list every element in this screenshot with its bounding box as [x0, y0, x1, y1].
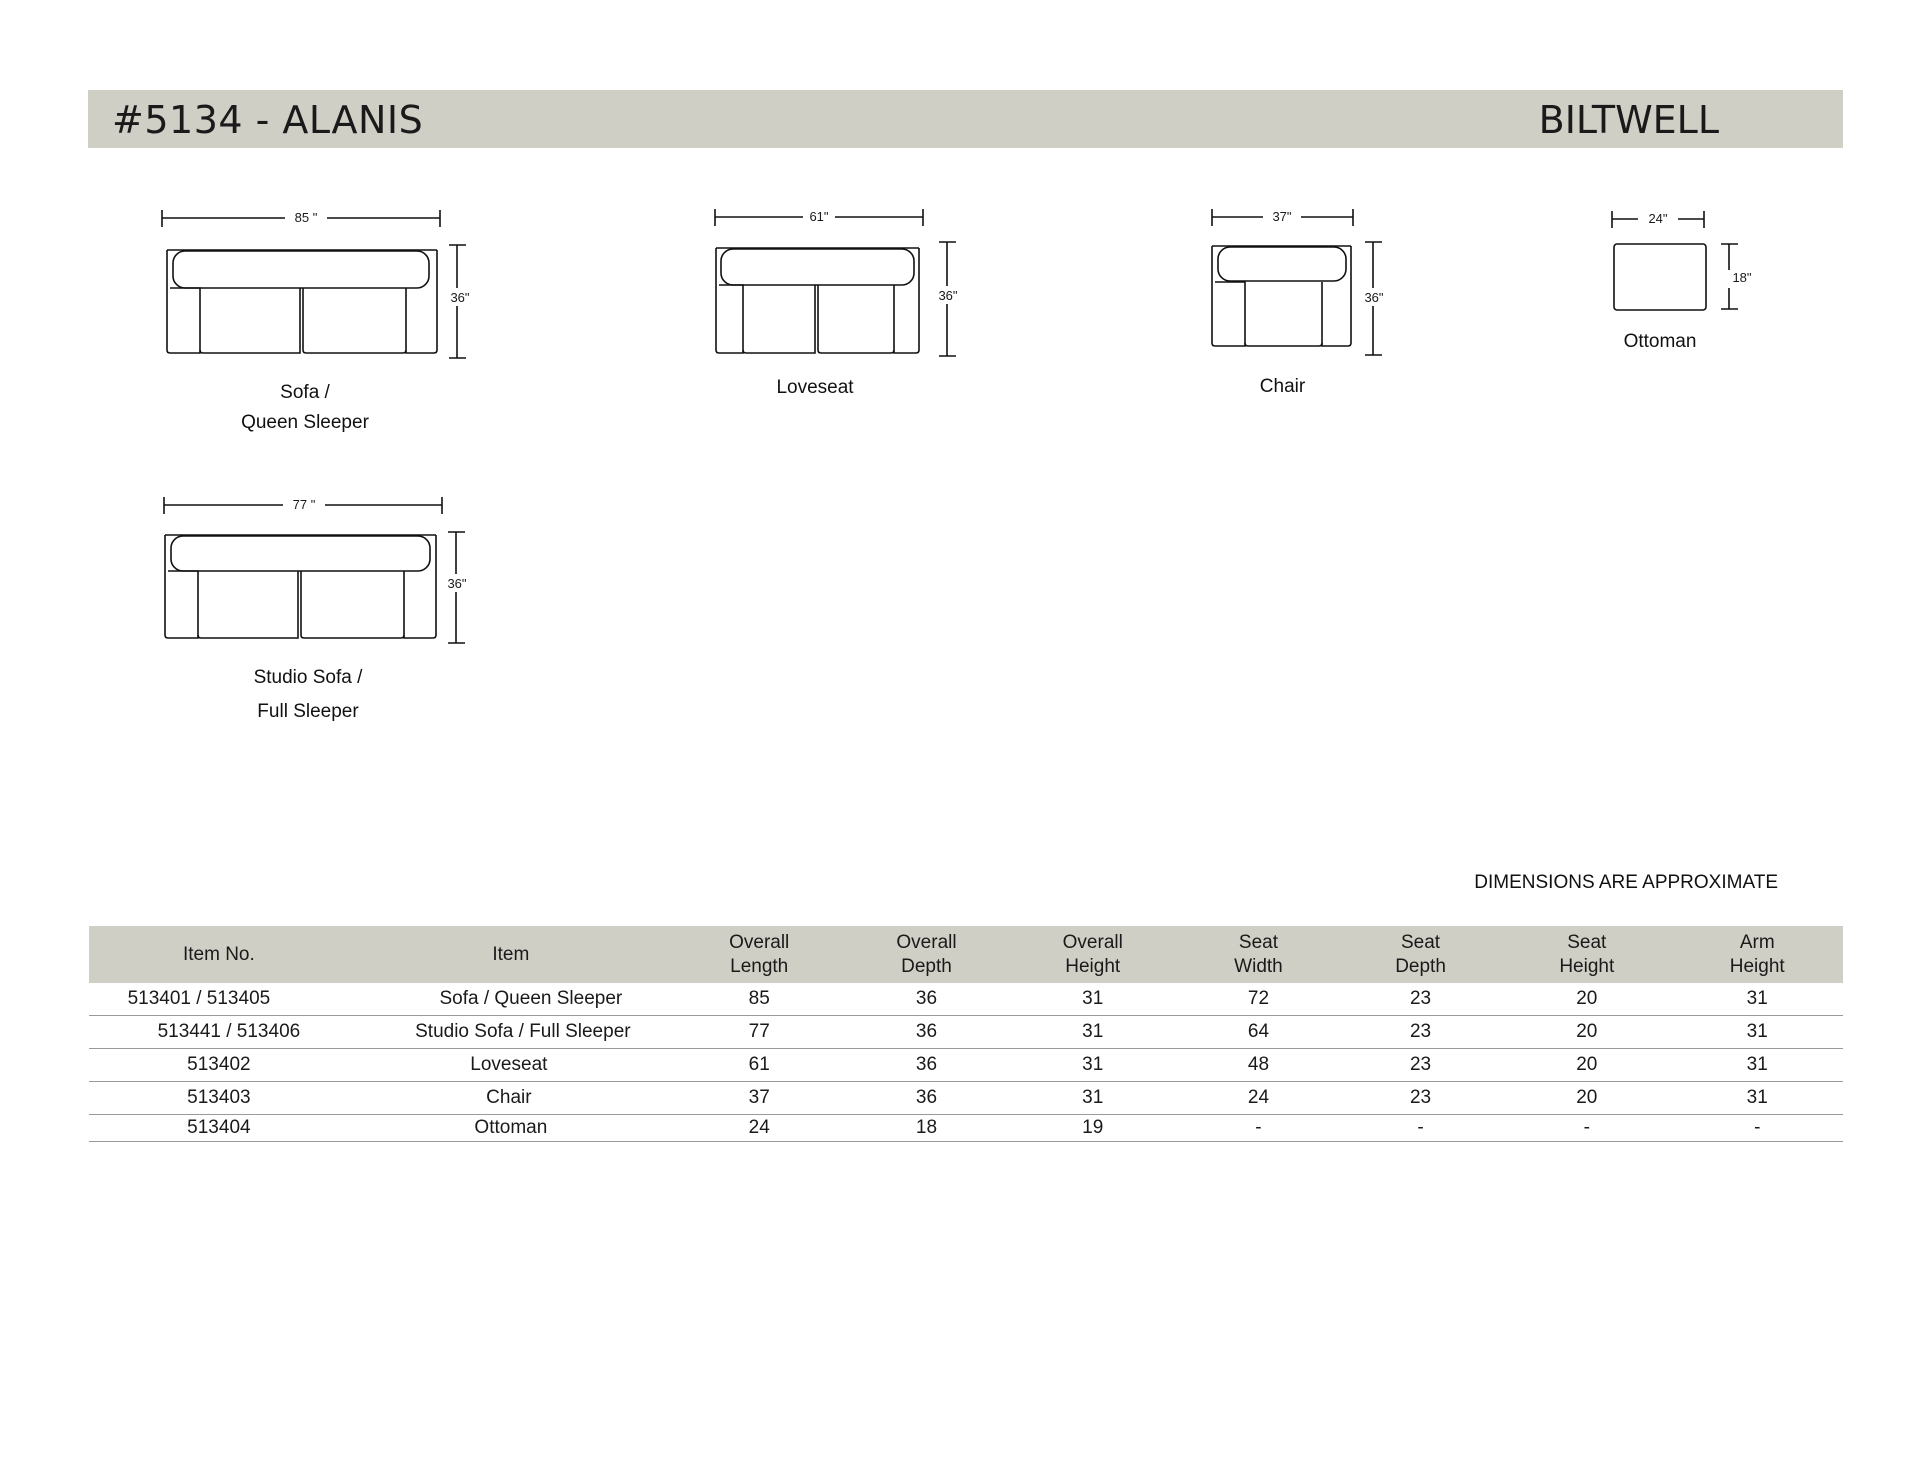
header-line-2: Width: [1234, 955, 1283, 977]
header-line-2: Depth: [901, 955, 952, 977]
loveseat-label-line1: Loveseat: [776, 377, 854, 398]
table-cell: -: [1671, 1115, 1843, 1142]
table-cell: 64: [1178, 1016, 1339, 1049]
table-cell: 23: [1339, 1049, 1502, 1082]
header-line-2: Height: [1559, 955, 1615, 977]
sofa-label: [205, 378, 405, 438]
table-cell: 31: [1671, 1016, 1843, 1049]
table-cell: 36: [845, 1082, 1007, 1115]
table-cell: 31: [1008, 1016, 1178, 1049]
table-cell: Loveseat: [349, 1049, 673, 1082]
table-cell: 36: [845, 1049, 1007, 1082]
table-row: [89, 1082, 1843, 1115]
header-bar: [88, 90, 1843, 148]
chair-width-label: 37": [1272, 209, 1292, 224]
sofa-label-line1: Sofa /: [280, 382, 330, 403]
table-row: [89, 983, 1843, 1016]
table-cell: 72: [1178, 983, 1339, 1016]
table-cell: 24: [673, 1115, 845, 1142]
dimensions-table: [89, 926, 1843, 1142]
header-line-1: Item No.: [182, 943, 255, 965]
table-cell: 31: [1671, 1082, 1843, 1115]
table-row: [89, 1049, 1843, 1082]
table-header-cell: [845, 926, 1007, 983]
table-cell: 513404: [89, 1115, 349, 1142]
studio-sofa-height-label: 36": [447, 576, 467, 591]
table-cell: 20: [1502, 983, 1671, 1016]
header-line-1: Item: [492, 943, 530, 965]
table-header-cell: [1671, 926, 1843, 983]
table-cell: 48: [1178, 1049, 1339, 1082]
table-cell: 77: [673, 1016, 845, 1049]
table-cell: 513403: [89, 1082, 349, 1115]
chair-label: [1200, 372, 1365, 402]
loveseat-drawing: [700, 200, 980, 370]
table-cell: 23: [1339, 1016, 1502, 1049]
loveseat-label: [730, 373, 900, 403]
table-cell: Chair: [349, 1082, 673, 1115]
table-cell: Ottoman: [349, 1115, 673, 1142]
header-line-1: Arm: [1739, 931, 1775, 953]
table-cell: 24: [1178, 1082, 1339, 1115]
table-cell: 37: [673, 1082, 845, 1115]
loveseat-width-label: 61": [809, 209, 829, 224]
chair-label-line1: Chair: [1259, 376, 1306, 397]
table-header-cell: [1502, 926, 1671, 983]
ottoman-label: [1570, 327, 1750, 357]
table-cell: 85: [673, 983, 845, 1016]
table-cell: 513402: [89, 1049, 349, 1082]
header-line-2: Height: [1065, 955, 1121, 977]
table-header-cell: [1008, 926, 1178, 983]
table-cell: 36: [845, 983, 1007, 1016]
table-cell: 23: [1339, 1082, 1502, 1115]
table-header-cell: [673, 926, 845, 983]
header-line-2: Height: [1729, 955, 1785, 977]
dimensions-note: DIMENSIONS ARE APPROXIMATE: [1474, 872, 1778, 893]
table-header-cell: [89, 926, 349, 983]
table-row: [89, 1016, 1843, 1049]
table-cell: -: [1178, 1115, 1339, 1142]
chair-height-label: 36": [1364, 290, 1384, 305]
table-cell: 23: [1339, 983, 1502, 1016]
table-body: [89, 983, 1843, 1142]
brand-name: BILTWELL: [1538, 98, 1719, 142]
studio-sofa-label-line1: Studio Sofa /: [253, 667, 363, 688]
table-cell: 31: [1008, 1049, 1178, 1082]
header-line-1: Seat: [1567, 931, 1607, 953]
table-cell: Sofa / Queen Sleeper: [349, 983, 673, 1016]
sofa-width-label: 85 ": [294, 210, 318, 225]
product-title: #5134 - ALANIS: [112, 98, 424, 142]
table-header-cell: [1339, 926, 1502, 983]
sofa-height-label: 36": [450, 290, 470, 305]
table-cell: 61: [673, 1049, 845, 1082]
table-cell: 19: [1008, 1115, 1178, 1142]
ottoman-label-line1: Ottoman: [1623, 331, 1697, 352]
header-line-2: Depth: [1395, 955, 1446, 977]
table-header-cell: [1178, 926, 1339, 983]
header-line-1: Seat: [1401, 931, 1441, 953]
table-header-row: [89, 926, 1843, 983]
table-cell: -: [1339, 1115, 1502, 1142]
table-cell: 31: [1008, 983, 1178, 1016]
chair-drawing: [1200, 200, 1420, 370]
table-cell: -: [1502, 1115, 1671, 1142]
table-cell: 513441 / 513406: [89, 1016, 349, 1049]
header-line-1: Seat: [1238, 931, 1278, 953]
studio-sofa-width-label: 77 ": [292, 497, 316, 512]
table-cell: 20: [1502, 1049, 1671, 1082]
header-line-1: Overall: [1062, 931, 1123, 953]
table-cell: 31: [1671, 1049, 1843, 1082]
studio-sofa-label-line2: Full Sleeper: [257, 701, 359, 722]
table-cell: 513401 / 513405: [89, 983, 349, 1016]
table-cell: 36: [845, 1016, 1007, 1049]
table-header-cell: [349, 926, 673, 983]
ottoman-drawing: [1600, 200, 1760, 320]
table-cell: 31: [1008, 1082, 1178, 1115]
table-row: [89, 1115, 1843, 1142]
loveseat-height-label: 36": [938, 288, 958, 303]
header-line-2: Length: [730, 955, 789, 977]
table-header: [89, 926, 1843, 983]
studio-sofa-label: [208, 661, 408, 729]
header-line-1: Overall: [896, 931, 957, 953]
header-line-1: Overall: [729, 931, 790, 953]
table-cell: 20: [1502, 1016, 1671, 1049]
table-cell: Studio Sofa / Full Sleeper: [349, 1016, 673, 1049]
ottoman-height-label: 18": [1732, 270, 1752, 285]
sofa-label-line2: Queen Sleeper: [241, 412, 369, 433]
table-cell: 20: [1502, 1082, 1671, 1115]
ottoman-width-label: 24": [1648, 211, 1668, 226]
table-cell: 31: [1671, 983, 1843, 1016]
table-cell: 18: [845, 1115, 1007, 1142]
